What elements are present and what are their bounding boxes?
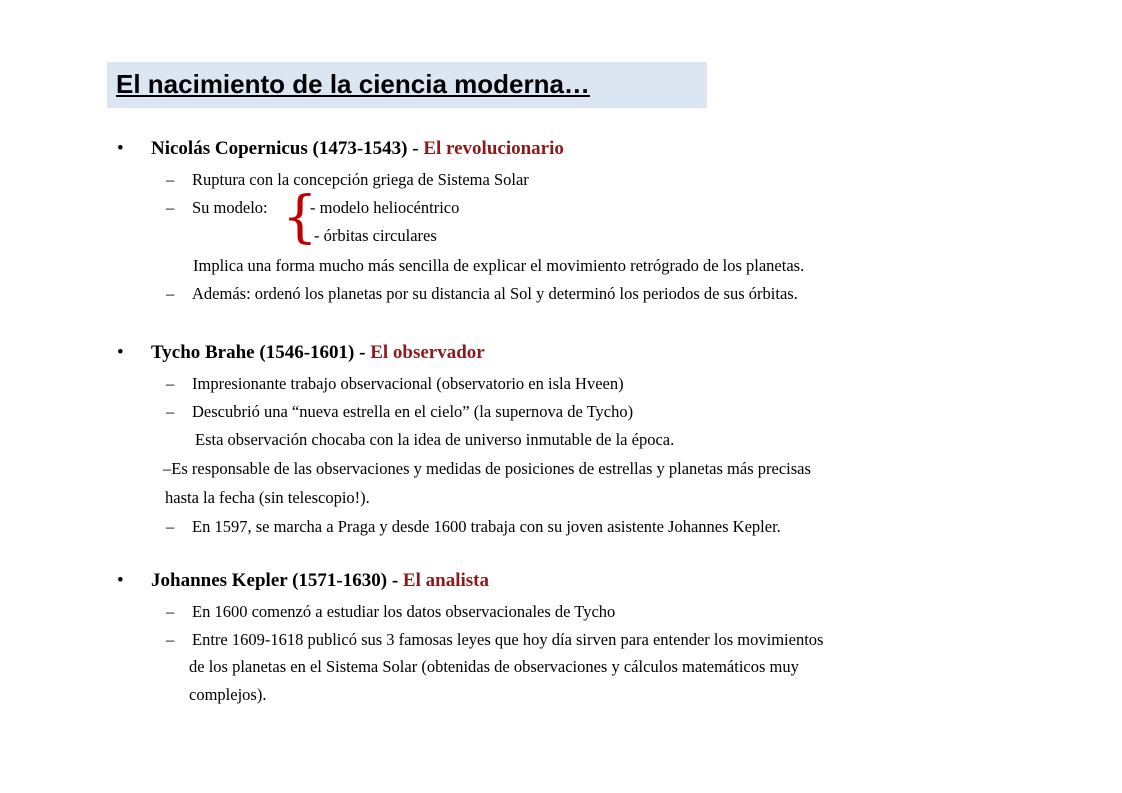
list-item-continuation: complejos). [189,685,267,704]
dash-icon: – [163,459,172,478]
page-title: El nacimiento de la ciencia moderna… [116,69,590,99]
list-item: – En 1600 comenzó a estudiar los datos observacionales de Tycho [166,602,616,621]
note-text: Esta observación chocaba con la idea de universo inmutable de la época. [195,430,675,449]
dash-icon: – [166,517,175,536]
dash-icon: – [166,284,175,303]
list-item: – En 1597, se marcha a Praga y desde 1600 trabaja con su joven asistente Johannes Kepler. [166,517,781,536]
section-role: El revolucionario [423,138,564,159]
title-banner [107,62,707,108]
section-name: Tycho Brahe (1546-1601) - [151,342,371,363]
list-item: – Ruptura con la concepción griega de Sistema Solar [166,170,529,189]
list-item-continuation: hasta la fecha (sin telescopio!). [165,488,370,507]
list-item: – Su modelo: [166,198,268,217]
list-item: – Entre 1609-1618 publicó sus 3 famosas leyes que hoy día sirven para entender los movimientos [166,630,824,649]
list-item: –Es responsable de las observaciones y medidas de posiciones de estrellas y planetas más precisas [163,459,811,478]
bullet-icon: • [117,138,124,159]
brace-icon: { [282,185,318,250]
section-heading-kepler [117,570,489,593]
section-heading-tycho [117,342,485,365]
model-item-circular-orbits: - órbitas circulares [314,226,437,245]
dash-icon: – [166,602,175,621]
section-name: Nicolás Copernicus (1473-1543) - [151,138,424,159]
section-heading-copernicus [117,138,564,161]
model-item-heliocentric: - modelo heliocéntrico [310,198,460,217]
dash-icon: – [166,374,175,393]
dash-icon: – [166,198,175,217]
dash-icon: – [166,630,175,649]
dash-icon: – [166,402,175,421]
list-item: – Además: ordenó los planetas por su distancia al Sol y determinó los periodos de sus órbitas. [166,284,798,303]
list-item-continuation: de los planetas en el Sistema Solar (obtenidas de observaciones y cálculos matemáticos muy [189,657,799,676]
list-item: – Descubrió una “nueva estrella en el cielo” (la supernova de Tycho) [166,402,634,421]
list-item: – Impresionante trabajo observacional (observatorio en isla Hveen) [166,374,624,393]
bullet-icon: • [117,342,124,363]
dash-icon: – [166,170,175,189]
section-role: El analista [402,570,489,591]
section-role: El observador [370,342,485,363]
section-name: Johannes Kepler (1571-1630) - [151,570,403,591]
note-text: Implica una forma mucho más sencilla de explicar el movimiento retrógrado de los planetas. [193,256,805,275]
bullet-icon: • [117,570,124,591]
